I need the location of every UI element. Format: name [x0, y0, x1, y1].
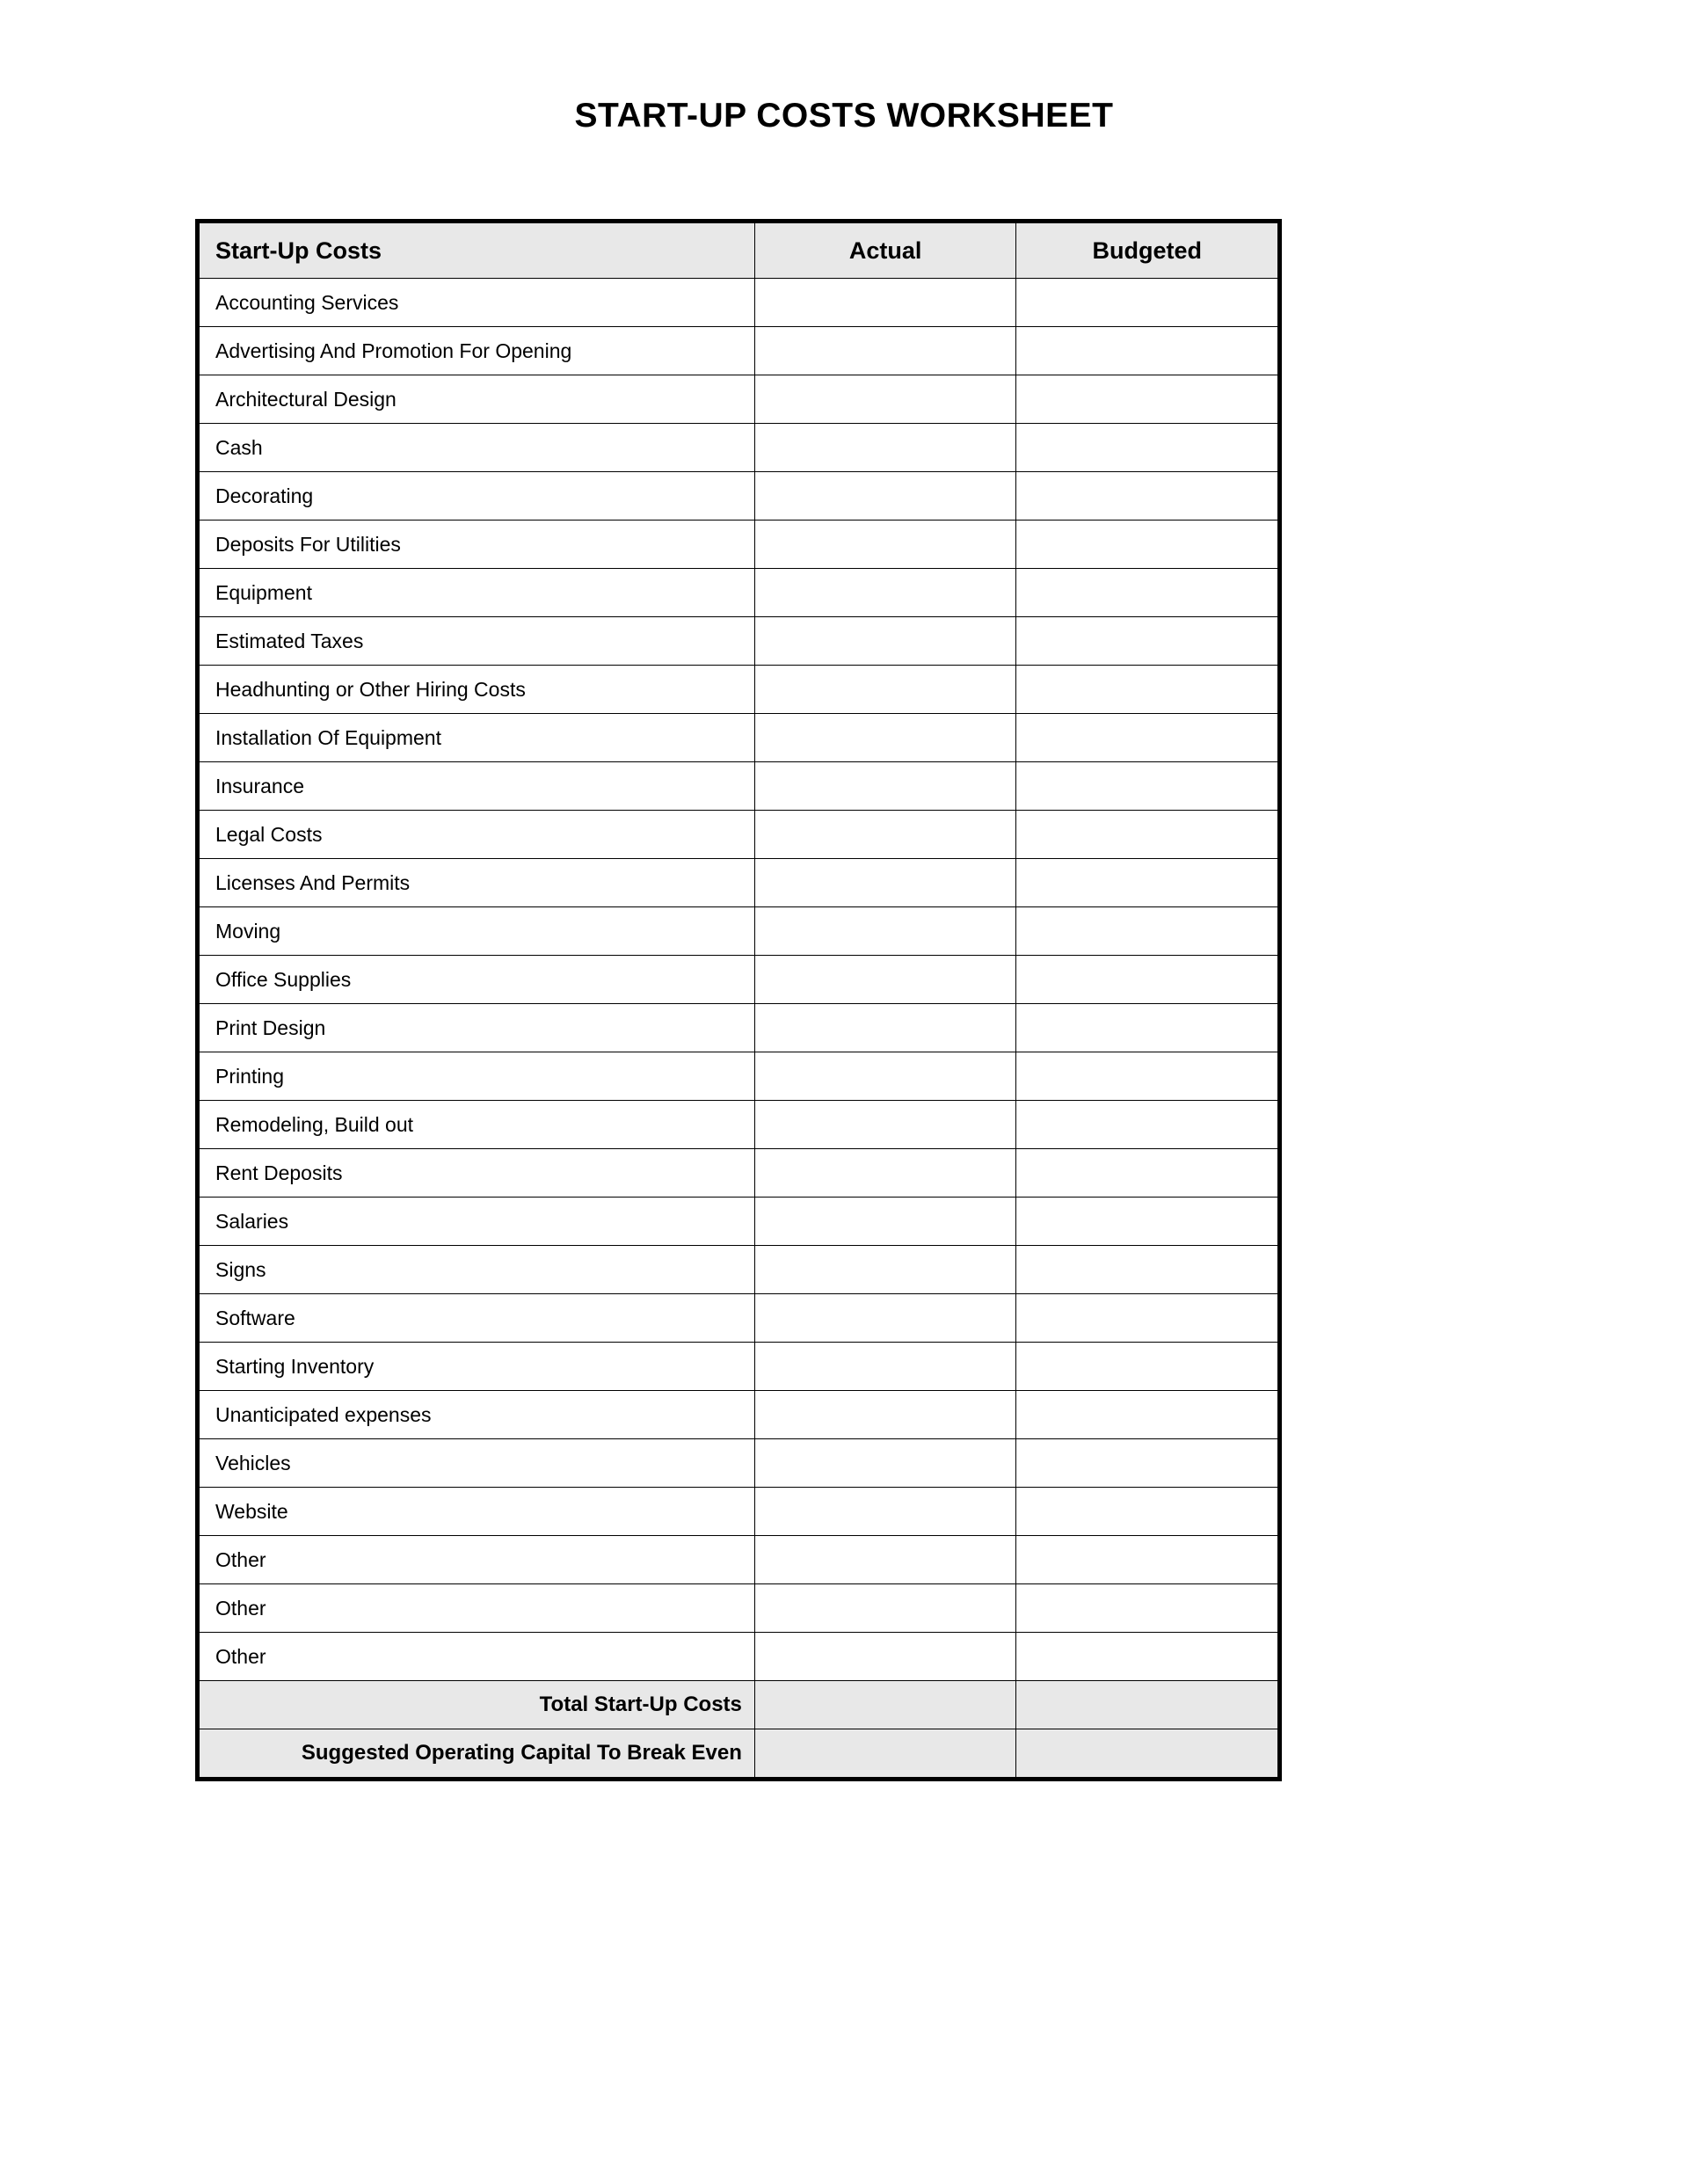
cost-item-label: Decorating — [200, 472, 755, 521]
actual-value-cell[interactable] — [754, 1729, 1016, 1778]
column-header-budgeted: Budgeted — [1016, 223, 1278, 279]
actual-value-cell[interactable] — [754, 472, 1016, 521]
table-summary-row — [200, 1681, 1278, 1729]
budgeted-value-cell[interactable] — [1016, 1536, 1278, 1584]
budgeted-value-cell[interactable] — [1016, 1052, 1278, 1101]
summary-label: Suggested Operating Capital To Break Even — [200, 1729, 755, 1778]
budgeted-value-cell[interactable] — [1016, 1343, 1278, 1391]
table-row — [200, 811, 1278, 859]
budgeted-value-cell[interactable] — [1016, 1633, 1278, 1681]
table-header-row — [200, 223, 1278, 279]
actual-value-cell[interactable] — [754, 907, 1016, 956]
cost-item-label: Headhunting or Other Hiring Costs — [200, 666, 755, 714]
actual-value-cell[interactable] — [754, 1633, 1016, 1681]
cost-item-label: Software — [200, 1294, 755, 1343]
budgeted-value-cell[interactable] — [1016, 762, 1278, 811]
table-row — [200, 1198, 1278, 1246]
table-row — [200, 666, 1278, 714]
table-row — [200, 617, 1278, 666]
budgeted-value-cell[interactable] — [1016, 811, 1278, 859]
table-row — [200, 424, 1278, 472]
budgeted-value-cell[interactable] — [1016, 1584, 1278, 1633]
page-title: START-UP COSTS WORKSHEET — [574, 97, 1114, 135]
table-row — [200, 521, 1278, 569]
actual-value-cell[interactable] — [754, 859, 1016, 907]
actual-value-cell[interactable] — [754, 811, 1016, 859]
table-row — [200, 1052, 1278, 1101]
actual-value-cell[interactable] — [754, 666, 1016, 714]
budgeted-value-cell[interactable] — [1016, 1681, 1278, 1729]
actual-value-cell[interactable] — [754, 1004, 1016, 1052]
budgeted-value-cell[interactable] — [1016, 714, 1278, 762]
budgeted-value-cell[interactable] — [1016, 859, 1278, 907]
cost-item-label: Office Supplies — [200, 956, 755, 1004]
table-row — [200, 1536, 1278, 1584]
table-row — [200, 1101, 1278, 1149]
actual-value-cell[interactable] — [754, 1149, 1016, 1198]
budgeted-value-cell[interactable] — [1016, 1391, 1278, 1439]
budgeted-value-cell[interactable] — [1016, 1004, 1278, 1052]
budgeted-value-cell[interactable] — [1016, 956, 1278, 1004]
budgeted-value-cell[interactable] — [1016, 617, 1278, 666]
actual-value-cell[interactable] — [754, 1052, 1016, 1101]
column-header-start-up-costs: Start-Up Costs — [200, 223, 755, 279]
cost-item-label: Installation Of Equipment — [200, 714, 755, 762]
cost-item-label: Legal Costs — [200, 811, 755, 859]
table-row — [200, 1633, 1278, 1681]
budgeted-value-cell[interactable] — [1016, 472, 1278, 521]
cost-item-label: Advertising And Promotion For Opening — [200, 327, 755, 375]
budgeted-value-cell[interactable] — [1016, 569, 1278, 617]
actual-value-cell[interactable] — [754, 521, 1016, 569]
actual-value-cell[interactable] — [754, 424, 1016, 472]
actual-value-cell[interactable] — [754, 1488, 1016, 1536]
cost-item-label: Architectural Design — [200, 375, 755, 424]
table-summary-row — [200, 1729, 1278, 1778]
cost-item-label: Print Design — [200, 1004, 755, 1052]
actual-value-cell[interactable] — [754, 956, 1016, 1004]
cost-item-label: Remodeling, Build out — [200, 1101, 755, 1149]
budgeted-value-cell[interactable] — [1016, 521, 1278, 569]
table-body — [200, 279, 1278, 1778]
column-header-actual: Actual — [754, 223, 1016, 279]
table-row — [200, 1488, 1278, 1536]
cost-item-label: Insurance — [200, 762, 755, 811]
cost-item-label: Starting Inventory — [200, 1343, 755, 1391]
actual-value-cell[interactable] — [754, 375, 1016, 424]
actual-value-cell[interactable] — [754, 762, 1016, 811]
cost-item-label: Salaries — [200, 1198, 755, 1246]
cost-item-label: Other — [200, 1633, 755, 1681]
table-row — [200, 1584, 1278, 1633]
table-row — [200, 472, 1278, 521]
budgeted-value-cell[interactable] — [1016, 1439, 1278, 1488]
actual-value-cell[interactable] — [754, 1681, 1016, 1729]
cost-item-label: Cash — [200, 424, 755, 472]
budgeted-value-cell[interactable] — [1016, 327, 1278, 375]
cost-item-label: Rent Deposits — [200, 1149, 755, 1198]
actual-value-cell[interactable] — [754, 1536, 1016, 1584]
actual-value-cell[interactable] — [754, 569, 1016, 617]
actual-value-cell[interactable] — [754, 714, 1016, 762]
table-row — [200, 956, 1278, 1004]
table-row — [200, 569, 1278, 617]
budgeted-value-cell[interactable] — [1016, 424, 1278, 472]
actual-value-cell[interactable] — [754, 1246, 1016, 1294]
cost-item-label: Deposits For Utilities — [200, 521, 755, 569]
actual-value-cell[interactable] — [754, 1584, 1016, 1633]
table-row — [200, 762, 1278, 811]
actual-value-cell[interactable] — [754, 1294, 1016, 1343]
actual-value-cell[interactable] — [754, 1439, 1016, 1488]
budgeted-value-cell[interactable] — [1016, 1729, 1278, 1778]
budgeted-value-cell[interactable] — [1016, 375, 1278, 424]
table-row — [200, 1246, 1278, 1294]
cost-item-label: Unanticipated expenses — [200, 1391, 755, 1439]
actual-value-cell[interactable] — [754, 617, 1016, 666]
table-row — [200, 1004, 1278, 1052]
table-row — [200, 1149, 1278, 1198]
cost-item-label: Estimated Taxes — [200, 617, 755, 666]
cost-item-label: Vehicles — [200, 1439, 755, 1488]
budgeted-value-cell[interactable] — [1016, 907, 1278, 956]
cost-item-label: Other — [200, 1584, 755, 1633]
table-row — [200, 907, 1278, 956]
table-row — [200, 859, 1278, 907]
budgeted-value-cell[interactable] — [1016, 666, 1278, 714]
cost-item-label: Accounting Services — [200, 279, 755, 327]
cost-item-label: Signs — [200, 1246, 755, 1294]
actual-value-cell[interactable] — [754, 1391, 1016, 1439]
actual-value-cell[interactable] — [754, 1101, 1016, 1149]
budgeted-value-cell[interactable] — [1016, 279, 1278, 327]
cost-item-label: Printing — [200, 1052, 755, 1101]
table-row — [200, 1391, 1278, 1439]
cost-item-label: Moving — [200, 907, 755, 956]
cost-item-label: Equipment — [200, 569, 755, 617]
budgeted-value-cell[interactable] — [1016, 1198, 1278, 1246]
actual-value-cell[interactable] — [754, 279, 1016, 327]
cost-item-label: Licenses And Permits — [200, 859, 755, 907]
cost-item-label: Other — [200, 1536, 755, 1584]
budgeted-value-cell[interactable] — [1016, 1101, 1278, 1149]
budgeted-value-cell[interactable] — [1016, 1246, 1278, 1294]
table-row — [200, 1343, 1278, 1391]
table-header — [200, 223, 1278, 279]
table-row — [200, 1294, 1278, 1343]
summary-label: Total Start-Up Costs — [200, 1681, 755, 1729]
table-row — [200, 375, 1278, 424]
start-up-costs-table-container — [195, 219, 1282, 1781]
budgeted-value-cell[interactable] — [1016, 1149, 1278, 1198]
actual-value-cell[interactable] — [754, 327, 1016, 375]
cost-item-label: Website — [200, 1488, 755, 1536]
table-row — [200, 714, 1278, 762]
budgeted-value-cell[interactable] — [1016, 1488, 1278, 1536]
table-row — [200, 327, 1278, 375]
table-row — [200, 1439, 1278, 1488]
actual-value-cell[interactable] — [754, 1343, 1016, 1391]
table-row — [200, 279, 1278, 327]
budgeted-value-cell[interactable] — [1016, 1294, 1278, 1343]
actual-value-cell[interactable] — [754, 1198, 1016, 1246]
start-up-costs-table — [199, 222, 1278, 1778]
